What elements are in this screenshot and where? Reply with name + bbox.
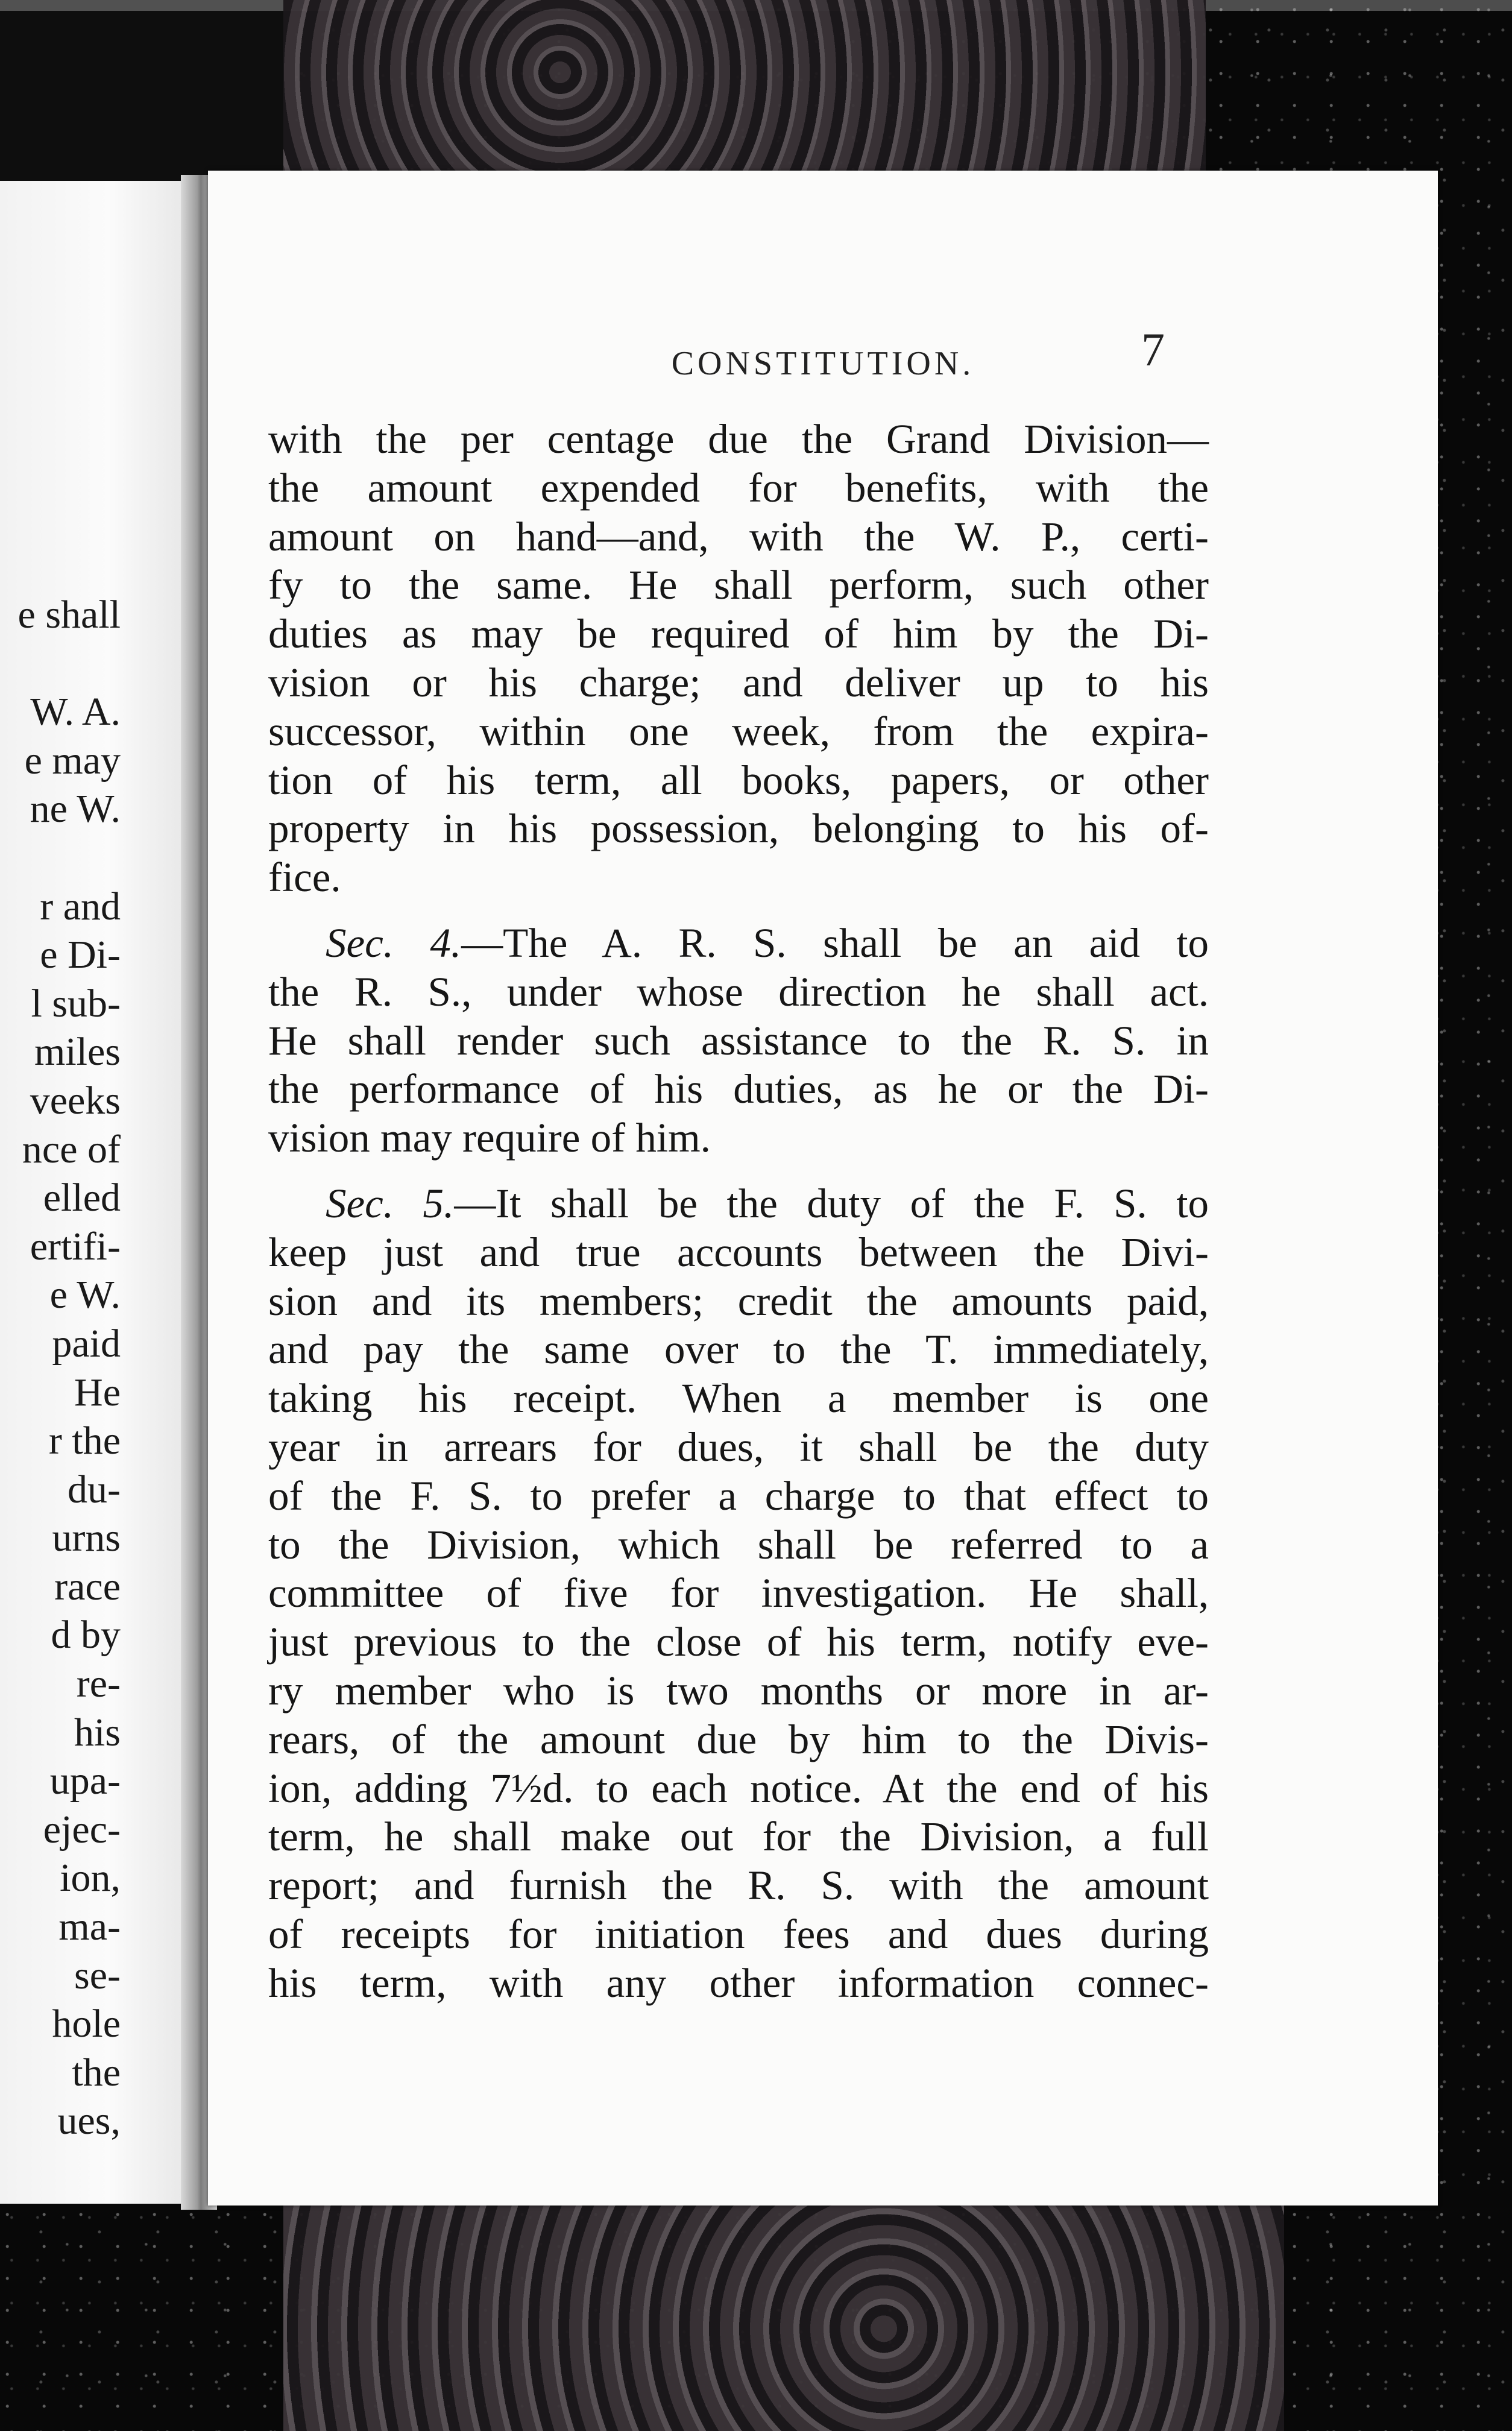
previous-page-line: du- [68,1467,121,1512]
previous-page-line: se- [74,1953,121,1997]
previous-page-line: r and [40,884,121,929]
text-line: of receipts for initiation fees and dues during [268,1911,1209,1957]
previous-page-line: race [54,1564,121,1609]
text-line: vision or his charge; and deliver up to his [268,659,1209,705]
previous-page-line: re- [76,1662,121,1706]
text-line: his term, with any other information connec- [268,1960,1209,2006]
previous-page-line: the [72,2050,121,2095]
text-line: committee of five for investigation. He shall, [268,1570,1209,1616]
section-label: Sec. 5. [326,1180,455,1226]
text-line: to the Division, which shall be referred to a [268,1521,1209,1568]
paragraph-sec-5 [268,1179,1209,2008]
previous-page-line: e may [24,738,121,783]
previous-page-line: urns [52,1516,121,1560]
previous-page-line: ion, [60,1856,121,1900]
text-line: the amount expended for benefits, with the [268,464,1209,511]
previous-page-line: e Di- [40,933,121,977]
text-line: report; and furnish the R. S. with the amount [268,1862,1209,1909]
text-line: just previous to the close of his term, notify eve- [268,1619,1209,1665]
decorative-cover-bottom [283,2204,1284,2431]
text-line: year in arrears for dues, it shall be the duty [268,1424,1209,1470]
previous-page-line: e W. [49,1273,121,1317]
page-number: 7 [1141,323,1165,376]
previous-page-line: ne W. [30,787,121,831]
previous-page-text [0,591,121,2146]
previous-page-line: elled [43,1176,121,1220]
text-line [268,919,1209,968]
text-line: term, he shall make out for the Division, a full [268,1814,1209,1860]
previous-page [0,181,181,2204]
decorative-cover-top [283,0,1206,181]
text-line: rears, of the amount due by him to the Divis- [268,1716,1209,1762]
text-line: with the per centage due the Grand Division— [268,416,1209,462]
previous-page-line: e shall [17,593,121,637]
page-body [268,415,1209,2008]
section-text: —The A. R. S. shall be an aid to [461,919,1209,966]
previous-page-line [0,640,121,689]
text-line: He shall render such assistance to the R. S. in [268,1017,1209,1064]
text-line: the R. S., under whose direction he shall act. [268,968,1209,1015]
text-line: and pay the same over to the T. immediately, [268,1326,1209,1373]
previous-page-line: upa- [49,1759,121,1803]
previous-page-line: ertifi- [30,1224,121,1269]
previous-page-line: hole [52,2002,121,2046]
running-head: CONSTITUTION. [671,345,975,382]
previous-page-line: W. A. [30,690,121,734]
text-line: the performance of his duties, as he or the Di- [268,1066,1209,1112]
text-line: ion, adding 7½d. to each notice. At the end of his [268,1765,1209,1811]
previous-page-line [0,834,121,883]
text-line: tion of his term, all books, papers, or other [268,757,1209,803]
paragraph-1 [268,415,1209,902]
text-line: keep just and true accounts between the Divi- [268,1229,1209,1275]
text-line: ry member who is two months or more in ar- [268,1667,1209,1714]
paragraph-sec-4 [268,919,1209,1162]
previous-page-line: ejec- [43,1807,121,1852]
text-line: of the F. S. to prefer a charge to that effect to [268,1472,1209,1519]
book-page [208,171,1438,2206]
text-line: duties as may be required of him by the Di- [268,611,1209,657]
previous-page-line: ma- [58,1905,121,1949]
text-line: successor, within one week, from the expira- [268,708,1209,754]
text-line: amount on hand—and, with the W. P., certi- [268,513,1209,560]
previous-page-line: ues, [57,2099,121,2143]
previous-page-line: veeks [30,1078,121,1123]
previous-page-line: paid [52,1321,121,1366]
text-line: taking his receipt. When a member is one [268,1375,1209,1422]
text-line: property in his possession, belonging to his of- [268,806,1209,852]
text-line: sion and its members; credit the amounts paid, [268,1278,1209,1324]
text-line [268,1179,1209,1228]
text-line: fice. [268,854,341,901]
section-label: Sec. 4. [326,919,462,966]
previous-page-line: miles [34,1030,121,1074]
section-text: —It shall be the duty of the F. S. to [454,1180,1209,1226]
text-line: vision may require of him. [268,1115,711,1161]
text-line: fy to the same. He shall perform, such other [268,562,1209,608]
previous-page-line: his [74,1710,121,1755]
film-edge [0,0,283,181]
previous-page-line: r the [48,1419,121,1463]
previous-page-line: nce of [22,1127,121,1171]
previous-page-line: d by [51,1613,121,1657]
previous-page-line: l sub- [31,981,121,1026]
previous-page-line: He [74,1370,121,1414]
